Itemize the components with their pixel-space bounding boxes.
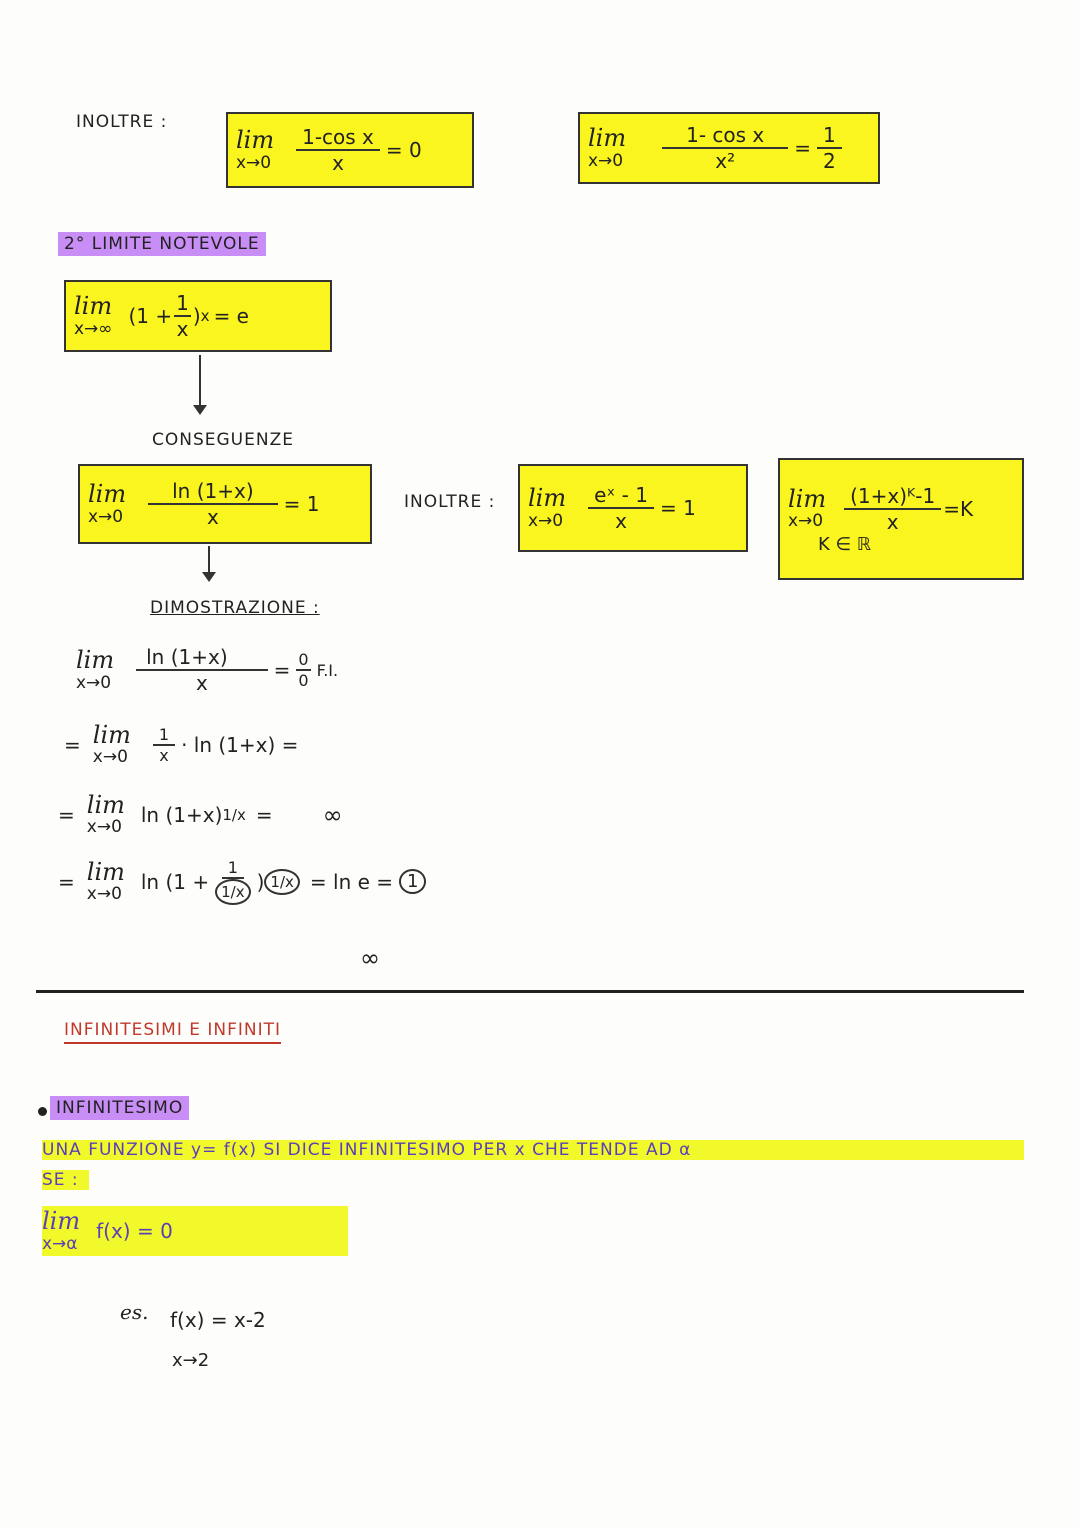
equals: = (64, 732, 81, 757)
expression: f(x) = 0 (96, 1219, 173, 1243)
result-num: 1 (817, 123, 842, 149)
lim-sub: x→0 (86, 884, 122, 905)
lim-label: lim (788, 484, 827, 513)
frac-den: x (176, 317, 189, 341)
equals: = (58, 802, 75, 827)
expression: · ln (1+x) = (181, 732, 299, 757)
denominator: x (195, 671, 208, 695)
consequences-title: CONSEGUENZE (152, 430, 294, 450)
result: = ln e = (309, 869, 394, 894)
lim-label: lim (86, 791, 125, 819)
infinity-annotation-below: ∞ (360, 944, 380, 972)
limit-box-power (778, 458, 1024, 580)
result-den: 2 (823, 149, 836, 173)
inoltre-label: INOLTRE : (76, 112, 168, 132)
denominator: x (332, 151, 344, 175)
definition-end: SE : (42, 1170, 89, 1190)
lim-sub: x→0 (92, 747, 128, 768)
lim-sub: x→0 (528, 510, 564, 531)
proof-line-4 (58, 858, 426, 905)
denominator: x (886, 509, 899, 534)
down-arrow-icon (199, 355, 201, 407)
numerator: (1+x)ᴷ-1 (844, 484, 941, 510)
denominator: x (159, 745, 169, 765)
definition-text: UNA FUNZIONE y= f(x) SI DICE INFINITESIMO PER x CHE TENDE AD α (42, 1140, 1024, 1160)
lim-label: lim (92, 721, 131, 749)
divider (36, 990, 1024, 993)
numerator: ln (1+x) (136, 645, 268, 671)
equals: = (273, 658, 291, 682)
subsection-title-infinitesimo: INFINITESIMO (50, 1096, 189, 1120)
result: = 1 (659, 496, 696, 520)
result: =K (943, 496, 974, 521)
lim-sub: x→0 (788, 511, 824, 532)
lim-label: lim (76, 646, 115, 675)
frac-num: 1 (176, 291, 189, 315)
close-paren: ) (256, 869, 265, 894)
lim-label: lim (88, 480, 127, 509)
section-title-infinitesimals: INFINITESIMI E INFINITI (64, 1020, 281, 1044)
circled-final-result: 1 (399, 869, 426, 894)
lim-sub: x→α (42, 1233, 78, 1254)
expr-close: ) (192, 304, 201, 328)
k-real-note: K ∈ ℝ (818, 533, 872, 555)
proof-title: DIMOSTRAZIONE : (150, 598, 320, 618)
result: = e (213, 304, 249, 328)
denominator: x (615, 509, 627, 533)
numerator: 1-cos x (296, 125, 380, 151)
lim-label: lim (588, 124, 627, 153)
limit-box-e (64, 280, 332, 352)
numerator: 1 (153, 725, 175, 746)
expression: ln (1 + (140, 869, 210, 894)
result-den: 0 (298, 671, 309, 690)
limit-box-exp (518, 464, 748, 552)
exponent: x (200, 307, 210, 325)
equals: = (58, 869, 75, 894)
lim-sub: x→∞ (74, 318, 113, 339)
numerator: ln (1+x) (148, 479, 278, 505)
lim-sub: x→0 (86, 817, 122, 838)
proof-line-1 (76, 645, 338, 695)
bullet-icon (38, 1107, 47, 1116)
inoltre-label-2: INOLTRE : (404, 492, 496, 512)
section-title-second-limit: 2° LIMITE NOTEVOLE (58, 232, 266, 256)
numerator: eˣ - 1 (588, 483, 654, 509)
proof-line-3 (58, 792, 343, 837)
lim-sub: x→0 (236, 152, 272, 173)
example-label: es. (120, 1300, 149, 1324)
numerator: 1 (222, 858, 244, 879)
lim-label: lim (42, 1207, 81, 1236)
indeterminate-form-note: F.I. (316, 660, 339, 680)
result: = 0 (385, 138, 422, 162)
lim-sub: x→0 (588, 150, 624, 171)
example-expression: f(x) = x-2 (170, 1308, 266, 1332)
exponent: 1/x (222, 805, 246, 824)
lim-label: lim (86, 857, 125, 886)
proof-line-2 (64, 722, 298, 767)
lim-label: lim (236, 126, 275, 155)
expr-open: (1 + (128, 304, 173, 328)
numerator: 1- cos x (662, 123, 788, 149)
infinity-annotation: ∞ (322, 800, 343, 829)
example-sub: x→2 (172, 1350, 210, 1371)
limit-box-1-cos-over-x2 (578, 112, 880, 184)
limit-box-1-cos-over-x (226, 112, 474, 188)
limit-box-ln (78, 464, 372, 544)
circled-denominator: 1/x (215, 879, 250, 905)
circled-exponent: 1/x (264, 869, 299, 895)
equals: = (255, 802, 273, 827)
lim-label: lim (74, 292, 113, 321)
result-num: 0 (298, 650, 309, 669)
equals: = (794, 136, 812, 160)
denominator: x (206, 505, 219, 529)
infinitesimal-limit (42, 1206, 348, 1256)
denominator: x² (715, 149, 736, 173)
lim-sub: x→0 (88, 506, 124, 527)
lim-label: lim (528, 484, 567, 513)
lim-sub: x→0 (76, 672, 112, 693)
down-arrow-icon (208, 546, 210, 574)
result: = 1 (283, 492, 320, 516)
expression: ln (1+x) (140, 802, 223, 827)
